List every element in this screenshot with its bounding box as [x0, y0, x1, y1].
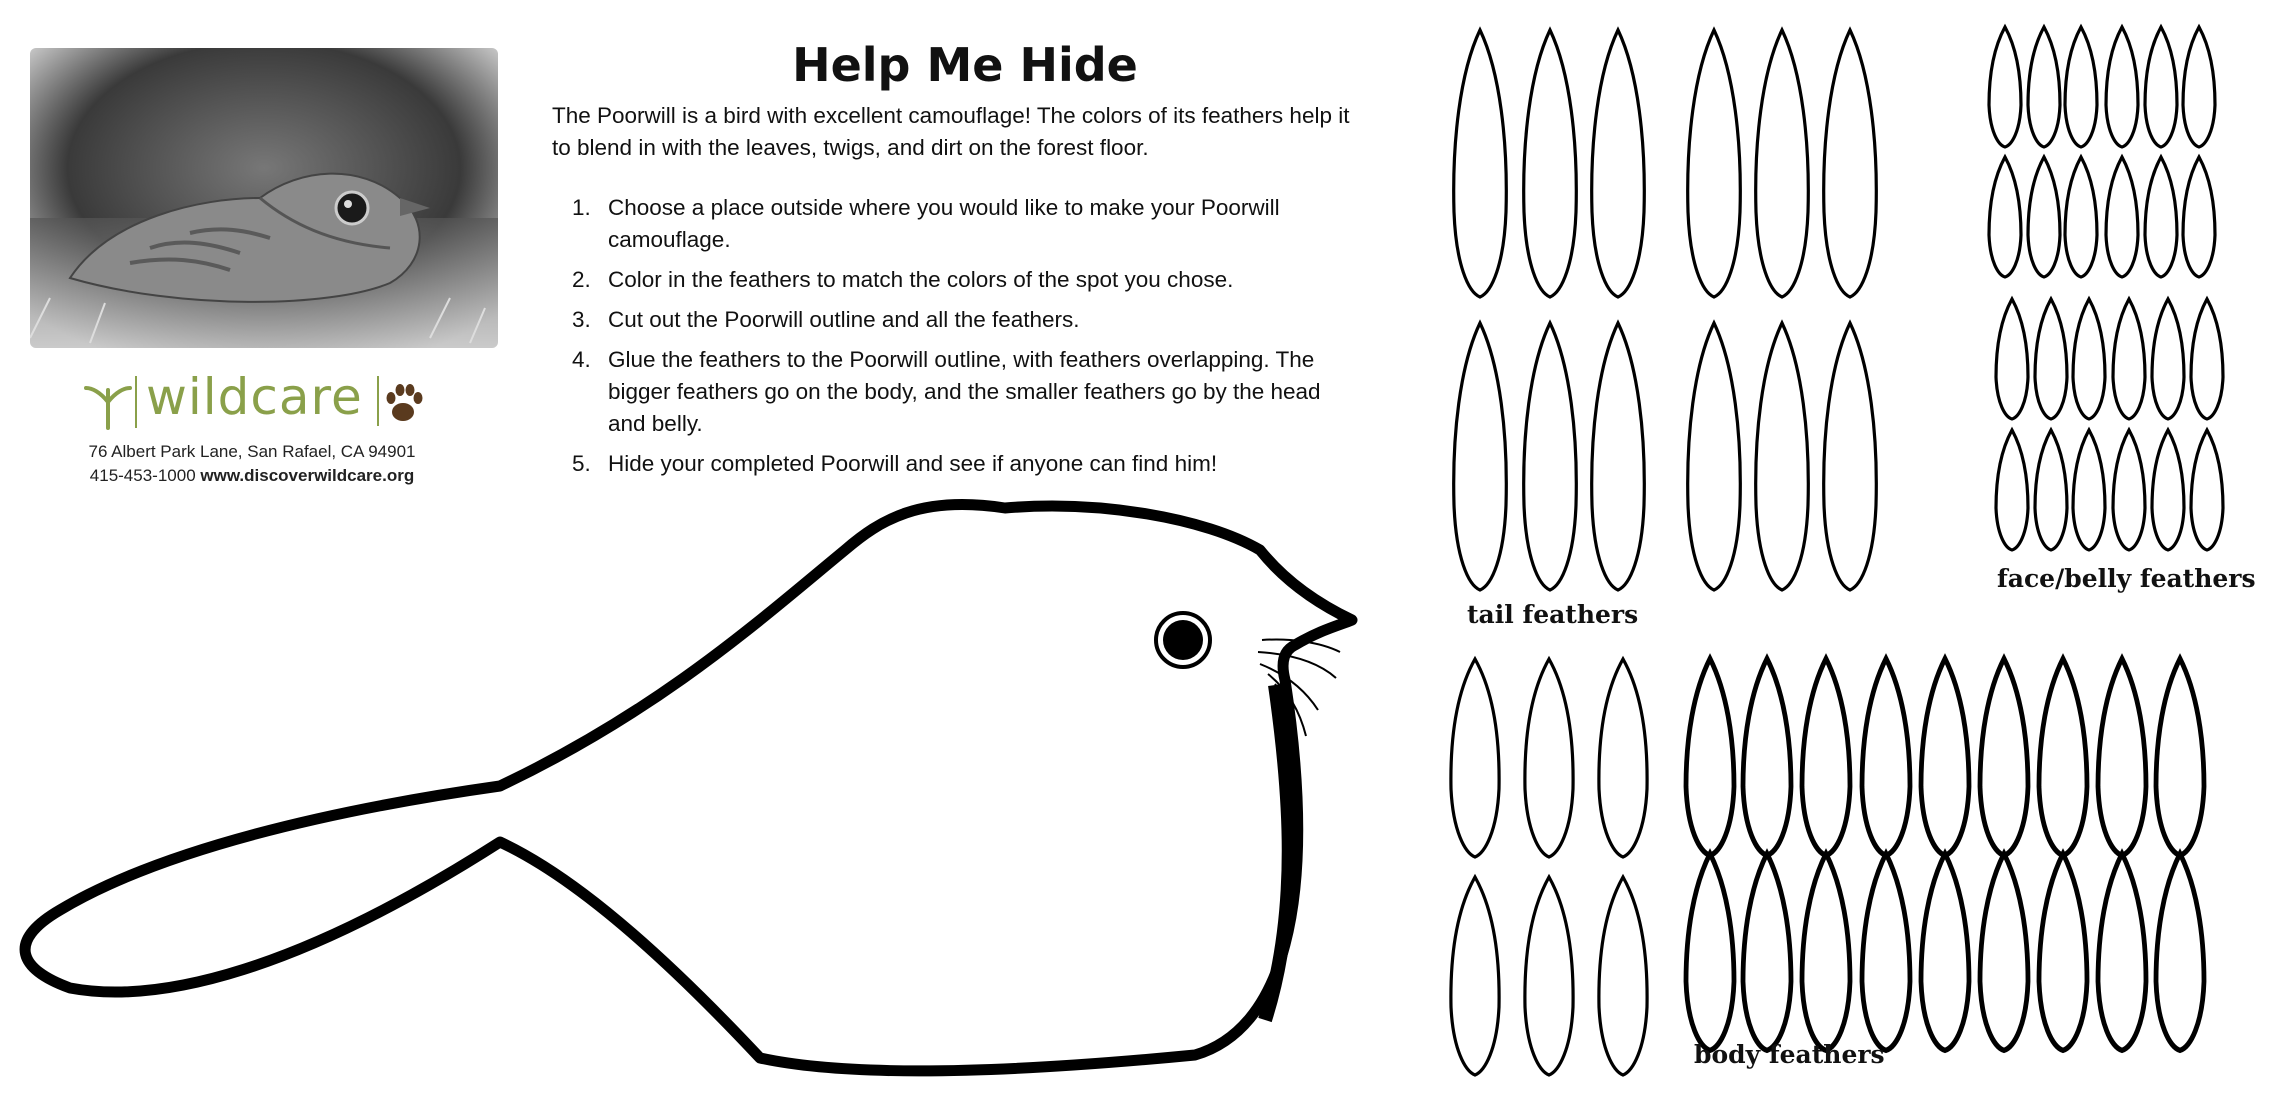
instruction-list [560, 192, 1360, 488]
poorwill-photo [30, 48, 498, 348]
body-feathers-label: body feathers [1694, 1040, 1885, 1069]
phone-number: 415-453-1000 [89, 466, 196, 485]
bird-outline [0, 490, 1380, 1108]
face-belly-feathers [1989, 27, 2223, 550]
instruction-step: 3. Cut out the Poorwill outline and all the feathers. [572, 307, 1080, 332]
instruction-step: 2. Color in the feathers to match the colors of the spot you chose. [572, 267, 1234, 292]
contact-line [52, 466, 452, 486]
address-line: 76 Albert Park Lane, San Rafael, CA 94901 [88, 442, 416, 461]
face-belly-feathers-label: face/belly feathers [1997, 564, 2256, 593]
instruction-step: 1. Choose a place outside where you would like to make your Poorwill camouflage. [572, 195, 1280, 252]
instruction-step: 4. Glue the feathers to the Poorwill outline, with feathers overlapping. The bigger feathers go on the body, and the smaller feathers go by the head and belly. [572, 347, 1321, 436]
feather-sheet [1420, 0, 2288, 1108]
wildcare-logo [80, 370, 430, 432]
tail-feathers-label: tail feathers [1467, 600, 1639, 629]
sprout-icon [80, 370, 140, 432]
instruction-step: 5. Hide your completed Poorwill and see if anyone can find him! [572, 451, 1218, 476]
tail-feathers [1454, 30, 1877, 590]
website-link[interactable]: www.discoverwildcare.org [200, 466, 415, 485]
body-feathers [1451, 659, 2204, 1075]
logo-wordmark: wildcare [146, 368, 363, 426]
page-title: Help Me Hide [792, 38, 1138, 92]
paw-icon [376, 376, 426, 428]
intro-text: The Poorwill is a bird with excellent camouflage! The colors of its feathers help it to blend in with the leaves, twigs, and dirt on the forest floor. [552, 103, 1350, 160]
